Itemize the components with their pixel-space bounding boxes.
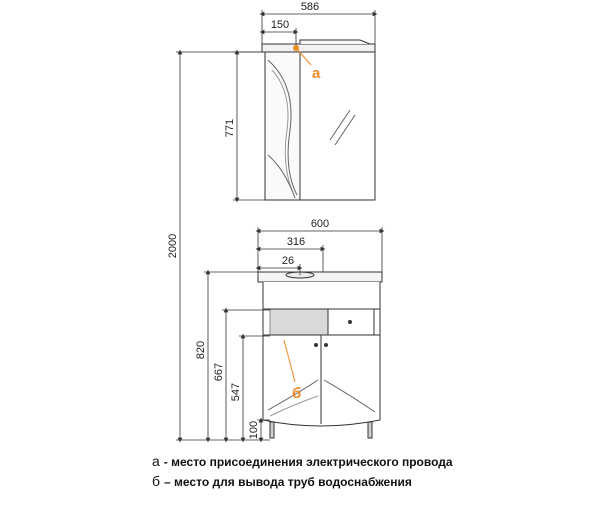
dim-26: 26 xyxy=(281,255,295,267)
dim-mirror-width: 586 xyxy=(300,1,320,13)
dim-cabinet-height: 820 xyxy=(195,340,207,360)
legend-key-b: б xyxy=(152,473,161,489)
legend-text-a: - место присоединения электрического провода xyxy=(163,455,453,469)
legend-key-a: а xyxy=(152,453,160,469)
dim-667: 667 xyxy=(213,362,225,382)
vanity-cabinet xyxy=(258,272,382,438)
dim-mirror-height: 771 xyxy=(224,118,236,138)
legend-item-a xyxy=(152,453,453,469)
mirror-cabinet xyxy=(262,40,375,200)
legend-text-b: – место для вывода труб водоснабжения xyxy=(164,475,412,489)
dim-316: 316 xyxy=(286,236,306,248)
legend-item-b xyxy=(152,473,412,489)
dim-leg-height: 100 xyxy=(248,420,260,440)
marker-a-label: а xyxy=(312,65,321,82)
dim-mirror-offset: 150 xyxy=(270,19,290,31)
marker-b-label: б xyxy=(292,385,302,402)
dim-547: 547 xyxy=(230,382,242,402)
dim-cabinet-width: 600 xyxy=(310,218,330,230)
dim-total-height: 2000 xyxy=(167,233,179,259)
